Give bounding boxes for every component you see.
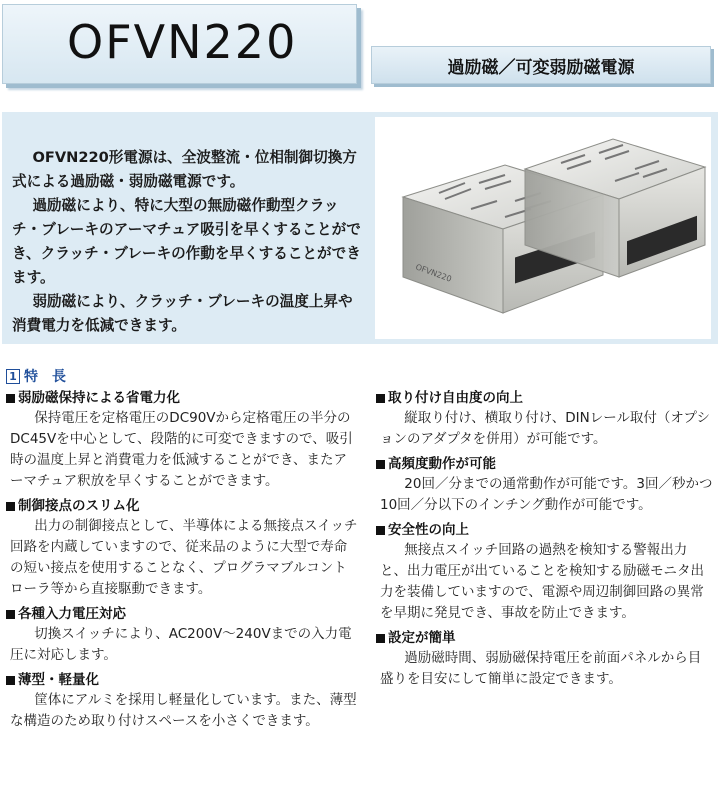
feature-body: 出力の制御接点として、半導体による無接点スイッチ回路を内蔵していますので、従来品のように大型で寿命の短い接点を使用することなく、プログラマブルコントローラ等から直接駆動できます。 xyxy=(10,518,358,597)
feature-body: 過励磁時間、弱励磁保持電圧を前面パネルから目盛りを目安にして簡単に設定できます。 xyxy=(380,650,702,687)
features-heading xyxy=(6,366,66,386)
feature-item xyxy=(376,520,714,624)
feature-title-row xyxy=(376,520,714,540)
bullet-square-icon xyxy=(6,502,15,511)
feature-item xyxy=(6,670,358,732)
feature-body: 保持電圧を定格電圧のDC90Vから定格電圧の半分のDC45Vを中心として、段階的に可変できますので、吸引時の温度上昇と消費電力を低減することができ、またアーマチュア釈放を早くすることができます。 xyxy=(10,410,353,489)
power-supply-illustration xyxy=(375,117,711,339)
feature-body: 切換スイッチにより、AC200V～240Vまでの入力電圧に対応します。 xyxy=(10,626,352,663)
feature-title: 取り付け自由度の向上 xyxy=(388,390,523,406)
feature-title: 各種入力電圧対応 xyxy=(18,606,126,622)
intro-paragraph: 弱励磁により、クラッチ・ブレーキの温度上昇や消費電力を低減できます。 xyxy=(12,293,353,334)
page-subtitle: 過励磁／可変弱励磁電源 xyxy=(447,57,635,78)
features-right-column xyxy=(376,388,714,694)
bullet-square-icon xyxy=(376,634,385,643)
feature-title-row xyxy=(376,628,714,648)
feature-item xyxy=(376,454,714,516)
feature-title-row xyxy=(376,388,714,408)
bullet-square-icon xyxy=(6,394,15,403)
feature-item xyxy=(376,628,714,690)
feature-body: 縦取り付け、横取り付け、DINレール取付（オプションのアダプタを併用）が可能です。 xyxy=(380,410,710,447)
title-box xyxy=(2,4,357,84)
bullet-square-icon xyxy=(376,460,385,469)
feature-title-row xyxy=(6,388,358,408)
feature-item xyxy=(6,496,358,600)
bullet-square-icon xyxy=(6,676,15,685)
feature-title-row xyxy=(6,604,358,624)
feature-item xyxy=(376,388,714,450)
feature-title: 制御接点のスリム化 xyxy=(18,498,140,514)
feature-title-row xyxy=(376,454,714,474)
page-title: OFVN220 xyxy=(67,15,298,69)
intro-text xyxy=(12,146,362,338)
features-left-column xyxy=(6,388,358,736)
feature-title: 弱励磁保持による省電力化 xyxy=(18,390,180,406)
intro-paragraph: 過励磁により、特に大型の無励磁作動型クラッチ・ブレーキのアーマチュア吸引を早くすることができ、クラッチ・ブレーキの作動を早くすることができます。 xyxy=(12,197,361,286)
bullet-square-icon xyxy=(376,526,385,535)
bullet-square-icon xyxy=(376,394,385,403)
unit-label: OFVN220 xyxy=(414,262,453,284)
feature-item xyxy=(6,388,358,492)
feature-title-row xyxy=(6,670,358,690)
subtitle-box xyxy=(371,46,711,84)
feature-body: 筐体にアルミを採用し軽量化しています。また、薄型な構造のため取り付けスペースを小さくできます。 xyxy=(10,692,357,729)
feature-title-row xyxy=(6,496,358,516)
bullet-square-icon xyxy=(6,610,15,619)
feature-title: 設定が簡単 xyxy=(388,630,456,646)
section-number: 1 xyxy=(6,369,20,384)
feature-title: 薄型・軽量化 xyxy=(18,672,99,688)
intro-panel xyxy=(2,112,718,344)
feature-item xyxy=(6,604,358,666)
product-photo xyxy=(375,117,711,339)
feature-title: 高頻度動作が可能 xyxy=(388,456,496,472)
feature-body: 20回／分までの通常動作が可能です。3回／秒かつ10回／分以下のインチング動作が可能です。 xyxy=(380,476,713,513)
intro-paragraph: OFVN220形電源は、全波整流・位相制御切換方式による過励磁・弱励磁電源です。 xyxy=(12,149,357,190)
feature-title: 安全性の向上 xyxy=(388,522,469,538)
feature-body: 無接点スイッチ回路の過熱を検知する警報出力と、出力電圧が出ていることを検知する励磁モニタ出力を装備していますので、電源や周辺制御回路の異常を早期に発見でき、事故を防止できます。 xyxy=(380,542,704,621)
section-title: 特 長 xyxy=(24,369,66,385)
